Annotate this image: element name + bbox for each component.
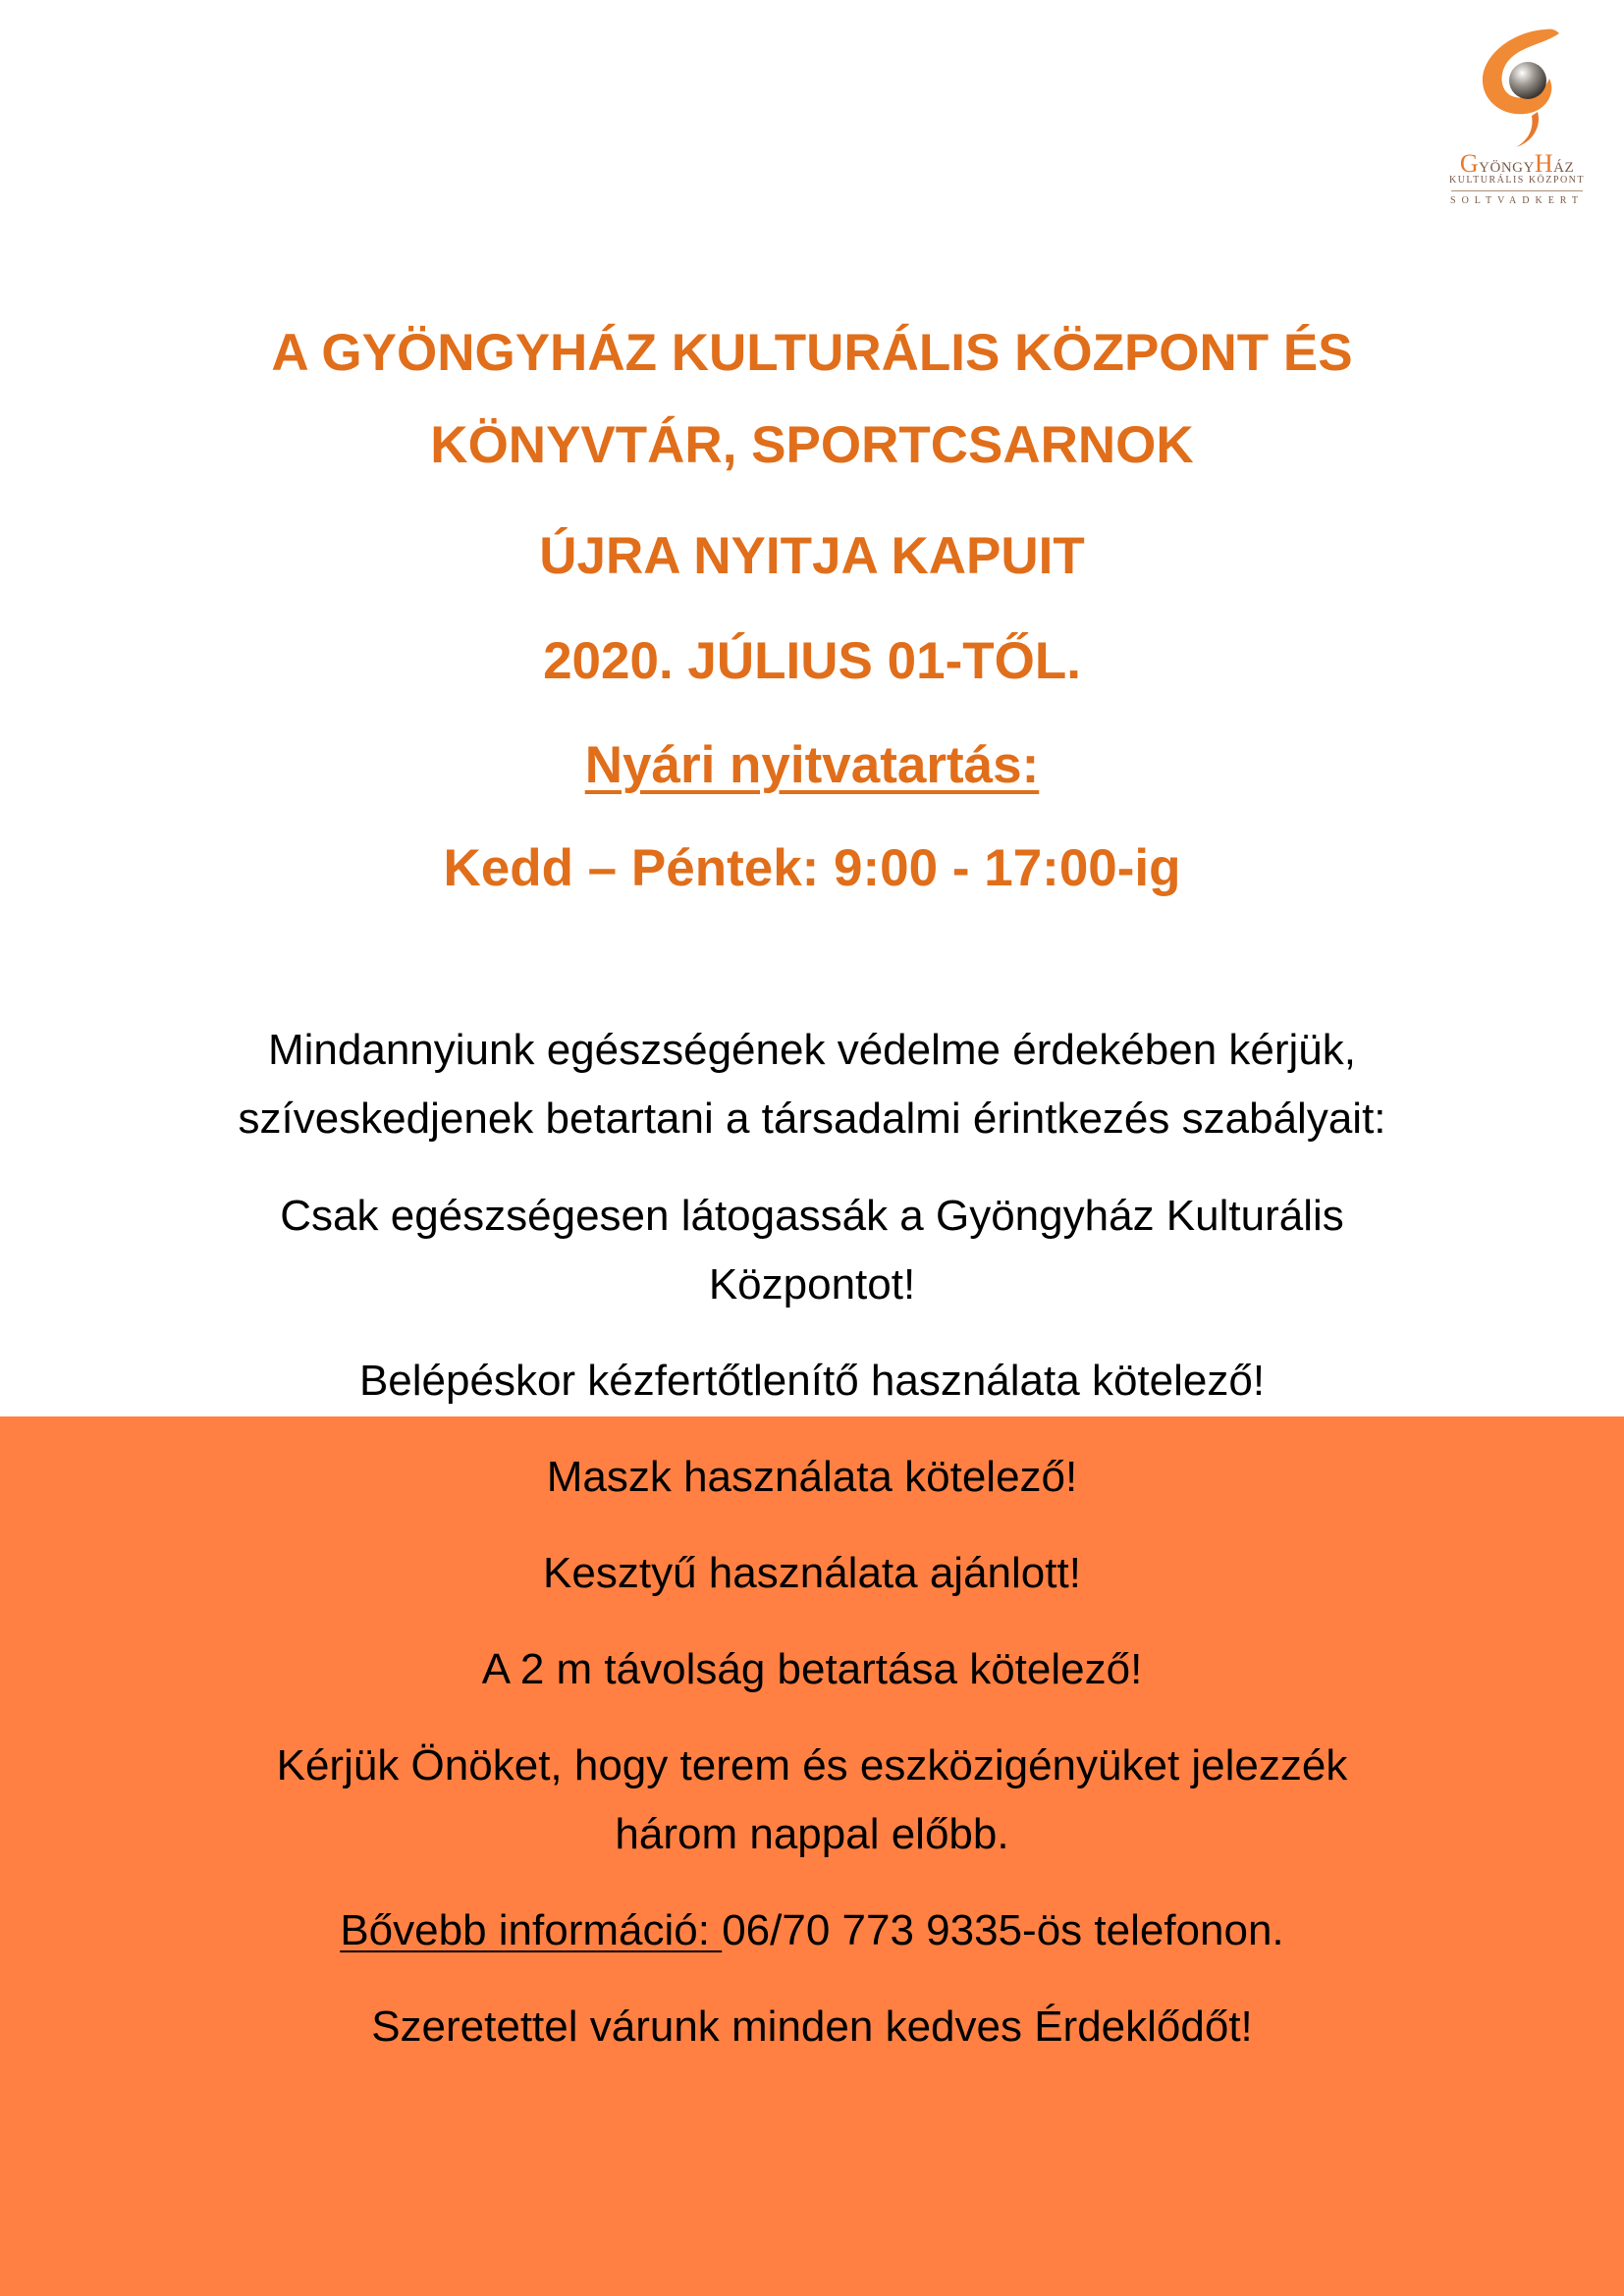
page-title xyxy=(0,307,1624,492)
room-request-notice: Kérjük Önöket, hogy terem és eszközigényüket jelezzék három nappal előbb. xyxy=(276,1741,1348,1858)
reopen-heading: ÚJRA NYITJA KAPUIT xyxy=(539,527,1085,585)
opening-hours: Kedd – Péntek: 9:00 - 17:00-ig xyxy=(443,839,1181,897)
contact-phone: 06/70 773 9335-ös telefonon. xyxy=(722,1906,1284,1954)
contact-info xyxy=(0,1896,1624,1965)
logo-wordmark: GyöngyHáz xyxy=(1459,149,1575,178)
summer-hours-label: Nyári nyitvatartás: xyxy=(584,736,1040,794)
rule-hand-sanitizer: Belépéskor kézfertőtlenítő használata kötelező! xyxy=(358,1357,1266,1405)
gyongyhaz-logo xyxy=(1443,22,1591,218)
rule-distance: A 2 m távolság betartása kötelező! xyxy=(481,1645,1143,1693)
logo-town: SOLTVADKERT xyxy=(1450,195,1584,206)
contact-info-label: Bővebb információ: xyxy=(340,1906,723,1954)
pearl-swirl-icon xyxy=(1443,22,1591,149)
title-line-2: KÖNYVTÁR, SPORTCSARNOK xyxy=(430,416,1194,474)
health-notice: Mindannyiunk egészségének védelme érdekében kérjük, szíveskedjenek betartani a társadalmi érintkezés szabályait: xyxy=(238,1026,1386,1143)
rule-healthy-visit: Csak egészségesen látogassák a Gyöngyház Kulturális Központot! xyxy=(280,1192,1344,1308)
closing-greeting: Szeretettel várunk minden kedves Érdeklődőt! xyxy=(371,2002,1253,2051)
logo-divider xyxy=(1451,190,1583,191)
title-line-1: A GYÖNGYHÁZ KULTURÁLIS KÖZPONT ÉS xyxy=(271,324,1353,382)
logo-subtitle: KULTURÁLIS KÖZPONT xyxy=(1448,175,1586,186)
rule-mask: Maszk használata kötelező! xyxy=(546,1453,1078,1501)
date-heading: 2020. JÚLIUS 01-TŐL. xyxy=(543,632,1081,690)
rule-gloves: Kesztyű használata ajánlott! xyxy=(543,1549,1081,1597)
